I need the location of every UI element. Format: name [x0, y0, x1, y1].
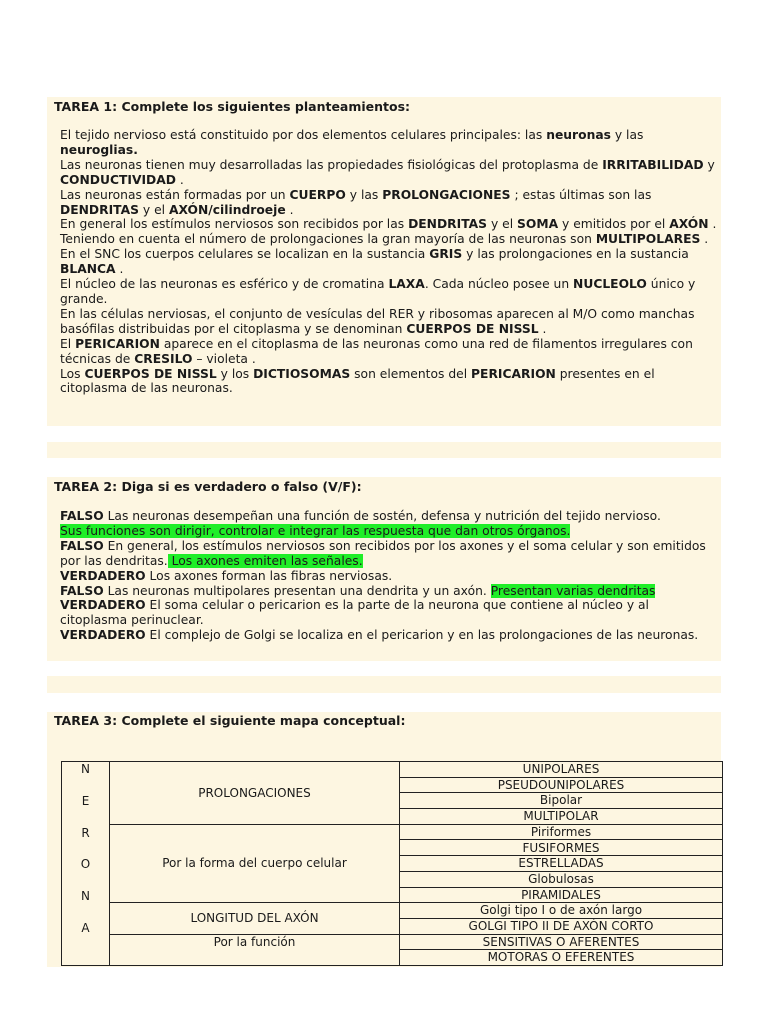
- concept-map-table: [61, 761, 723, 966]
- concept-item: Golgi tipo I o de axón largo: [400, 903, 723, 919]
- tarea1-sentence: Los CUERPOS DE NISSL y los DICTIOSOMAS son elementos del PERICARION presentes en el citoplasma de las neuronas.: [60, 366, 655, 396]
- concept-item: PIRAMIDALES: [400, 887, 723, 903]
- tarea1-sentence: Las neuronas tienen muy desarrolladas las propiedades fisiológicas del protoplasma de IRRITABILIDAD y CONDUCTIVIDAD .: [60, 157, 715, 187]
- category-funcion: Por la función: [110, 934, 400, 965]
- concept-item: MULTIPOLAR: [400, 809, 723, 825]
- concept-item: FUSIFORMES: [400, 840, 723, 856]
- tarea2-panel: [47, 477, 721, 661]
- category-prolongaciones: PROLONGACIONES: [110, 762, 400, 825]
- concept-item: MOTORAS O EFERENTES: [400, 950, 723, 966]
- tarea2-statement: FALSO En general, los estímulos nerviosos son recibidos por los axones y el soma celular y son emitidos por las dendritas. Los axones emiten las señales.: [60, 538, 706, 568]
- tarea1-sentence: En las células nerviosas, el conjunto de vesículas del RER y ribosomas aparecen al M/O como manchas basófilas distribuidas por el citoplasma y se denominan CUERPOS DE NISSL .: [60, 306, 695, 336]
- tarea2-statement: FALSO Las neuronas desempeñan una función de sostén, defensa y nutrición del tejido nervioso. Sus funciones son dirigir, controlar e integrar las respuesta que dan otros órganos.: [60, 509, 661, 538]
- tarea2-statement: FALSO Las neuronas multipolares presentan una dendrita y un axón. Presentan varias dendritas: [60, 583, 656, 598]
- tarea1-title: TAREA 1: Complete los siguientes planteamientos:: [54, 99, 411, 114]
- correction-highlight: Presentan varias dendritas: [490, 583, 656, 598]
- tarea1-sentence: En el SNC los cuerpos celulares se localizan en la sustancia GRIS y las prolongaciones en la sustancia BLANCA .: [60, 247, 689, 277]
- tarea1-panel: [47, 97, 721, 426]
- concept-item: Globulosas: [400, 871, 723, 887]
- tarea1-body: [60, 128, 720, 396]
- tarea1-sentence: Las neuronas están formadas por un CUERPO y las PROLONGACIONES ; estas últimas son las DENDRITAS y el AXÓN/cilindroeje .: [60, 187, 652, 217]
- tarea2-statement: VERDADERO El complejo de Golgi se localiza en el pericarion y en las prolongaciones de las neuronas.: [60, 628, 699, 643]
- category-forma: Por la forma del cuerpo celular: [110, 824, 400, 902]
- concept-item: UNIPOLARES: [400, 762, 723, 778]
- tarea3-title: TAREA 3: Complete el siguiente mapa conceptual:: [54, 713, 406, 728]
- tarea2-statement: VERDADERO El soma celular o pericarion es la parte de la neurona que contiene al núcleo y al citoplasma perinuclear.: [60, 598, 649, 628]
- separator-band: [47, 676, 721, 693]
- category-longitud-axon: LONGITUD DEL AXÓN: [110, 903, 400, 934]
- concept-item: SENSITIVAS O AFERENTES: [400, 934, 723, 950]
- concept-item: Bipolar: [400, 793, 723, 809]
- correction-highlight: Los axones emiten las señales.: [167, 553, 363, 568]
- tarea1-sentence: El tejido nervioso está constituido por dos elementos celulares principales: las neuronas y las neuroglias.: [60, 128, 644, 157]
- tarea2-statement: VERDADERO Los axones forman las fibras nerviosas.: [60, 568, 393, 583]
- concept-item: Piriformes: [400, 824, 723, 840]
- tarea1-sentence: En general los estímulos nerviosos son recibidos por las DENDRITAS y el SOMA y emitidos por el AXÓN .: [60, 217, 717, 232]
- tarea1-sentence: El núcleo de las neuronas es esférico y de cromatina LAXA. Cada núcleo posee un NUCLEOLO único y grande.: [60, 277, 696, 306]
- separator-band: [47, 442, 721, 458]
- concept-item: PSEUDOUNIPOLARES: [400, 777, 723, 793]
- tarea1-sentence: El PERICARION aparece en el citoplasma de las neuronas como una red de filamentos irregulares con técnicas de CRESILO – violeta .: [60, 336, 693, 366]
- concept-item: ESTRELLADAS: [400, 856, 723, 872]
- concept-item: GOLGI TIPO II DE AXÓN CORTO: [400, 918, 723, 934]
- tarea2-body: [60, 509, 720, 643]
- tarea2-title: TAREA 2: Diga si es verdadero o falso (V/F):: [54, 479, 362, 494]
- tarea1-sentence: Teniendo en cuenta el número de prolongaciones la gran mayoría de las neuronas son MULTIPOLARES .: [60, 232, 709, 247]
- correction-highlight: Sus funciones son dirigir, controlar e integrar las respuesta que dan otros órganos.: [60, 523, 571, 538]
- neurona-vertical-label: N E R O N A: [62, 762, 110, 966]
